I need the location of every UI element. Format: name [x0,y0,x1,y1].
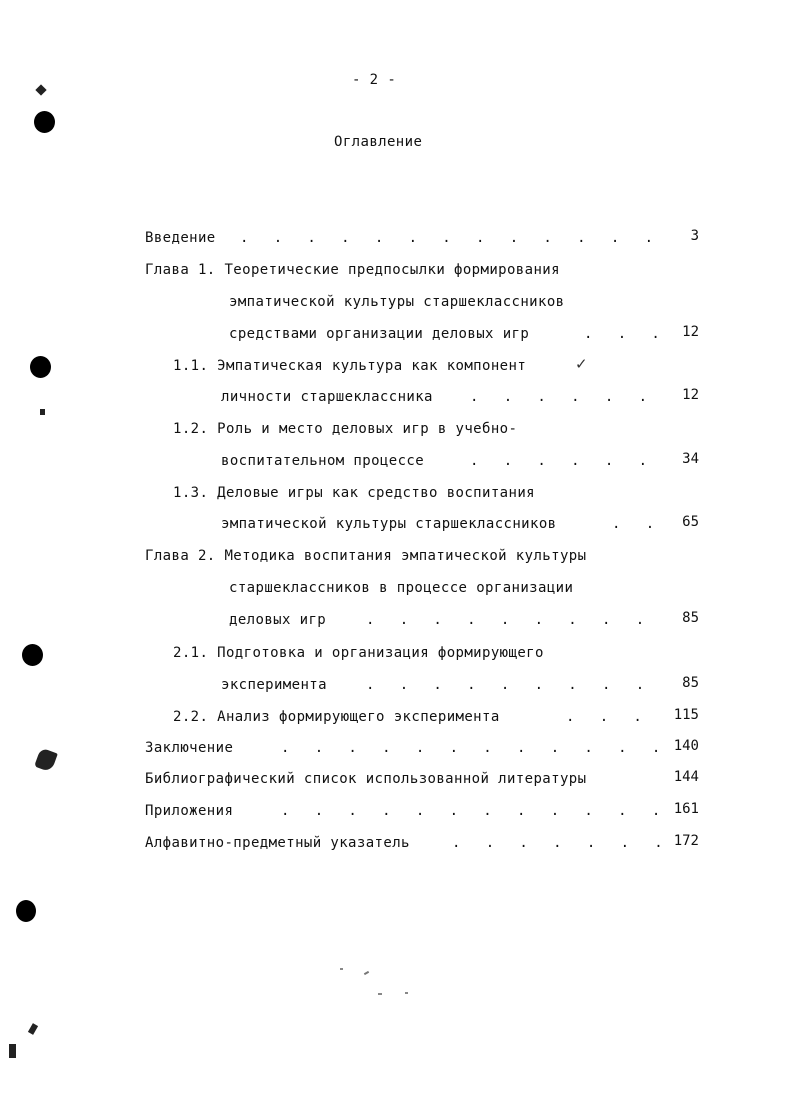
toc-page-number: 144 [673,769,699,785]
handwritten-check-mark: ✓ [575,355,588,373]
punch-hole [30,356,51,378]
page-title: Оглавление [334,134,423,150]
toc-entry-section-2-1-line-2: эксперимента [221,677,327,693]
dot-leader [470,452,660,470]
scan-speck [405,992,408,994]
dot-leader [240,229,660,247]
toc-entry-chapter-2-line-2: старшеклассников в процессе организации [229,580,574,596]
toc-entry-section-1-1: 1.1. Эмпатическая культура как компонент [173,358,527,374]
toc-entry-section-1-2-line-2: воспитательном процессе [221,453,425,469]
toc-page-number: 85 [682,610,699,626]
dot-leader [452,834,660,852]
toc-page-number: 115 [673,707,699,723]
dot-leader [584,325,660,343]
dot-leader [366,676,660,694]
toc-page-number: 12 [682,387,699,403]
toc-page-number: 161 [673,801,699,817]
punch-hole [34,111,55,133]
toc-entry-section-2-2: 2.2. Анализ формирующего эксперимента [173,709,500,725]
toc-entry-section-2-1: 2.1. Подготовка и организация формирующего [173,645,544,661]
scan-speck [34,748,58,773]
scan-speck [35,84,46,95]
punch-hole [22,644,43,666]
toc-entry-bibliography: Библиографический список использованной литературы [145,771,587,787]
toc-entry-appendices: Приложения [145,803,234,819]
dot-leader [366,611,660,629]
toc-page-number: 85 [682,675,699,691]
toc-page-number: 3 [690,228,699,244]
toc-entry-section-1-2: 1.2. Роль и место деловых игр в учебно- [173,421,518,437]
toc-page-number: 34 [682,451,699,467]
toc-entry-chapter-1: Глава 1. Теоретические предпосылки формирования [145,262,560,278]
toc-entry-section-1-3: 1.3. Деловые игры как средство воспитания [173,485,535,501]
scan-speck [340,968,343,970]
dot-leader [281,739,660,757]
toc-entry-section-1-3-line-2: эмпатической культуры старшеклассников [221,516,557,532]
toc-page-number: 172 [673,833,699,849]
dot-leader [470,388,660,406]
toc-page-number: 65 [682,514,699,530]
dot-leader [612,515,660,533]
scan-speck [9,1044,16,1058]
page-number: - 2 - [352,72,397,88]
scan-speck [378,993,382,995]
dot-leader [566,708,660,726]
toc-entry-chapter-2: Глава 2. Методика воспитания эмпатической культуры [145,548,587,564]
toc-entry-section-1-1-line-2: личности старшеклассника [221,389,433,405]
toc-page-number: 12 [682,324,699,340]
scan-speck [40,409,45,415]
toc-entry-conclusion: Заключение [145,740,234,756]
scan-speck [28,1023,38,1035]
toc-entry-chapter-1-line-2: эмпатической культуры старшеклассников [229,294,565,310]
toc-entry-intro: Введение [145,230,216,246]
toc-entry-chapter-1-line-3: средствами организации деловых игр [229,326,530,342]
dot-leader [281,802,660,820]
toc-entry-index: Алфавитно-предметный указатель [145,835,410,851]
toc-entry-chapter-2-line-3: деловых игр [229,612,327,628]
scan-speck [364,971,369,975]
toc-page-number: 140 [673,738,699,754]
punch-hole [16,900,36,922]
